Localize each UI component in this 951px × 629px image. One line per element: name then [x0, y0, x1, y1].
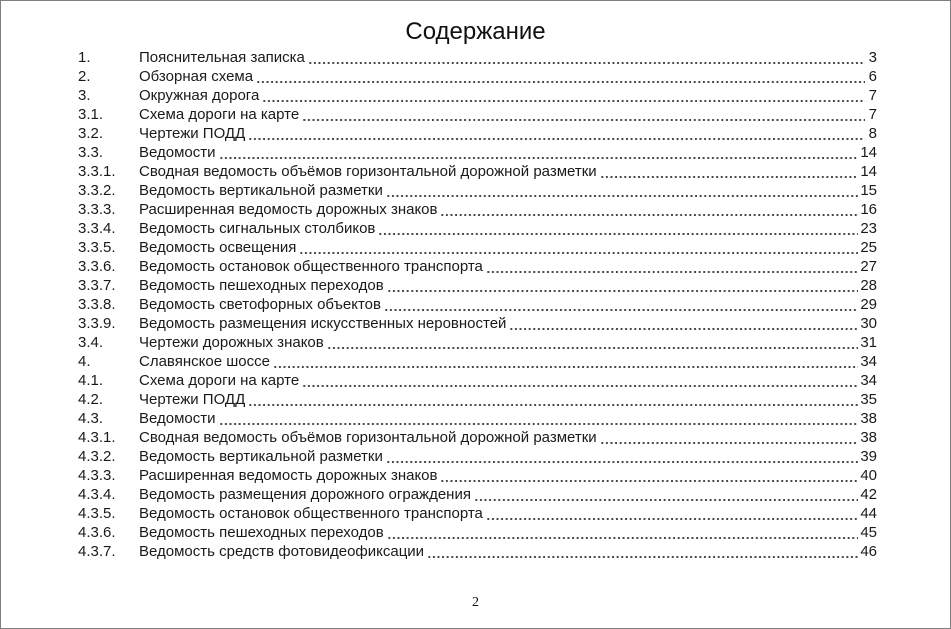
- toc-entry-title: Ведомость сигнальных столбиков: [139, 220, 376, 237]
- toc-entry-page: 25: [860, 239, 877, 256]
- toc-entry-number: 3.3.: [78, 144, 104, 161]
- dot-leader: [387, 276, 859, 295]
- toc-entry-title: Ведомости: [139, 144, 216, 161]
- toc-entry-number: 4.3.3.: [78, 467, 116, 484]
- toc-entry[interactable]: [78, 485, 877, 504]
- toc-entry[interactable]: [78, 238, 877, 257]
- toc-entry[interactable]: [78, 276, 877, 295]
- toc-entry[interactable]: [78, 314, 877, 333]
- toc-entry-title: Расширенная ведомость дорожных знаков: [139, 201, 438, 218]
- dot-leader: [327, 333, 859, 352]
- toc-entry-title: Пояснительная записка: [139, 49, 305, 66]
- toc-entry-number: 2.: [78, 68, 91, 85]
- dot-leader: [219, 409, 859, 428]
- toc-entry[interactable]: [78, 86, 877, 105]
- toc-entry-number: 3.3.1.: [78, 163, 116, 180]
- toc-entry[interactable]: [78, 162, 877, 181]
- toc-entry[interactable]: [78, 504, 877, 523]
- toc-entry[interactable]: [78, 48, 877, 67]
- toc-entry-number: 3.: [78, 87, 91, 104]
- toc-entry-number: 4.3.: [78, 410, 104, 427]
- toc-entry-page: 8: [868, 125, 877, 142]
- dot-leader: [509, 314, 858, 333]
- toc-entry-number: 3.3.8.: [78, 296, 116, 313]
- toc-entry[interactable]: [78, 542, 877, 561]
- toc-entry[interactable]: [78, 466, 877, 485]
- toc-entry-title: Ведомость светофорных объектов: [139, 296, 381, 313]
- toc-entry-title: Схема дороги на карте: [139, 372, 300, 389]
- toc-entry-page: 28: [860, 277, 877, 294]
- toc-entry-title: Ведомость пешеходных переходов: [139, 277, 384, 294]
- toc-entry-page: 14: [860, 163, 877, 180]
- toc-entry-number: 3.3.9.: [78, 315, 116, 332]
- toc-entry-number: 4.1.: [78, 372, 104, 389]
- toc-entry-page: 38: [860, 429, 877, 446]
- toc-entry-title: Ведомость размещения искусственных неровностей: [139, 315, 507, 332]
- toc-entry-page: 23: [860, 220, 877, 237]
- toc-entry-page: 7: [868, 106, 877, 123]
- toc-entry[interactable]: [78, 67, 877, 86]
- toc-entry-page: 16: [860, 201, 877, 218]
- toc-entry-title: Ведомость освещения: [139, 239, 297, 256]
- dot-leader: [302, 371, 858, 390]
- toc-entry[interactable]: [78, 390, 877, 409]
- toc-entry-page: 34: [860, 353, 877, 370]
- dot-leader: [474, 485, 858, 504]
- dot-leader: [440, 200, 858, 219]
- dot-leader: [486, 257, 858, 276]
- toc-entry-title: Окружная дорога: [139, 87, 260, 104]
- toc-entry[interactable]: [78, 295, 877, 314]
- toc-entry-title: Ведомость остановок общественного транспорта: [139, 505, 483, 522]
- dot-leader: [378, 219, 858, 238]
- toc-entry-page: 30: [860, 315, 877, 332]
- toc-entry-number: 4.3.1.: [78, 429, 116, 446]
- toc-entry-title: Обзорная схема: [139, 68, 254, 85]
- toc-entry[interactable]: [78, 447, 877, 466]
- toc-entry-page: 35: [860, 391, 877, 408]
- toc-entry-title: Ведомость вертикальной разметки: [139, 448, 383, 465]
- toc-entry[interactable]: [78, 181, 877, 200]
- toc-entry-number: 3.3.5.: [78, 239, 116, 256]
- toc-entry-title: Ведомость вертикальной разметки: [139, 182, 383, 199]
- toc-entry-number: 3.2.: [78, 125, 104, 142]
- toc-entry-page: 45: [860, 524, 877, 541]
- toc-entry-number: 4.2.: [78, 391, 104, 408]
- dot-leader: [387, 523, 859, 542]
- toc-entry-number: 3.3.2.: [78, 182, 116, 199]
- dot-leader: [248, 124, 865, 143]
- toc-entry-page: 6: [868, 68, 877, 85]
- toc-list: [78, 48, 877, 561]
- toc-entry-page: 46: [860, 543, 877, 560]
- toc-entry[interactable]: [78, 200, 877, 219]
- toc-entry-number: 3.3.7.: [78, 277, 116, 294]
- toc-entry-title: Схема дороги на карте: [139, 106, 300, 123]
- toc-entry-page: 40: [860, 467, 877, 484]
- toc-entry-title: Ведомость пешеходных переходов: [139, 524, 384, 541]
- dot-leader: [386, 447, 858, 466]
- toc-entry-number: 3.3.3.: [78, 201, 116, 218]
- footer-page-number: 2: [472, 595, 479, 610]
- toc-entry-page: 29: [860, 296, 877, 313]
- toc-entry[interactable]: [78, 352, 877, 371]
- toc-entry[interactable]: [78, 257, 877, 276]
- dot-leader: [302, 105, 865, 124]
- toc-entry-number: 3.3.4.: [78, 220, 116, 237]
- toc-entry-page: 34: [860, 372, 877, 389]
- dot-leader: [600, 428, 859, 447]
- toc-entry-title: Славянское шоссе: [139, 353, 270, 370]
- dot-leader: [440, 466, 858, 485]
- toc-entry-title: Сводная ведомость объёмов горизонтальной дорожной разметки: [139, 163, 597, 180]
- dot-leader: [308, 48, 865, 67]
- toc-entry-title: Чертежи дорожных знаков: [139, 334, 324, 351]
- toc-entry-number: 3.3.6.: [78, 258, 116, 275]
- toc-entry-number: 3.4.: [78, 334, 104, 351]
- dot-leader: [486, 504, 858, 523]
- toc-entry[interactable]: [78, 333, 877, 352]
- dot-leader: [219, 143, 859, 162]
- dot-leader: [248, 390, 858, 409]
- toc-entry-title: Расширенная ведомость дорожных знаков: [139, 467, 438, 484]
- toc-entry[interactable]: [78, 105, 877, 124]
- toc-entry-title: Ведомость остановок общественного транспорта: [139, 258, 483, 275]
- toc-entry-page: 31: [860, 334, 877, 351]
- dot-leader: [600, 162, 859, 181]
- toc-entry-number: 3.1.: [78, 106, 104, 123]
- dot-leader: [386, 181, 858, 200]
- toc-entry[interactable]: [78, 124, 877, 143]
- toc-entry-number: 4.3.5.: [78, 505, 116, 522]
- dot-leader: [299, 238, 858, 257]
- toc-entry-page: 14: [860, 144, 877, 161]
- toc-entry[interactable]: [78, 428, 877, 447]
- toc-entry-number: 1.: [78, 49, 91, 66]
- dot-leader: [384, 295, 858, 314]
- toc-entry-number: 4.: [78, 353, 91, 370]
- toc-entry-title: Ведомости: [139, 410, 216, 427]
- toc-entry-number: 4.3.2.: [78, 448, 116, 465]
- toc-entry-number: 4.3.6.: [78, 524, 116, 541]
- toc-entry-page: 38: [860, 410, 877, 427]
- toc-entry-page: 27: [860, 258, 877, 275]
- toc-entry-page: 3: [868, 49, 877, 66]
- toc-entry[interactable]: [78, 523, 877, 542]
- toc-entry-page: 15: [860, 182, 877, 199]
- dot-leader: [262, 86, 865, 105]
- toc-entry-title: Сводная ведомость объёмов горизонтальной дорожной разметки: [139, 429, 597, 446]
- toc-entry-number: 4.3.4.: [78, 486, 116, 503]
- dot-leader: [273, 352, 858, 371]
- toc-entry[interactable]: [78, 143, 877, 162]
- toc-entry[interactable]: [78, 219, 877, 238]
- toc-entry-page: 42: [860, 486, 877, 503]
- page-title: Содержание: [405, 18, 546, 45]
- toc-entry-page: 39: [860, 448, 877, 465]
- toc-entry-page: 44: [860, 505, 877, 522]
- dot-leader: [427, 542, 858, 561]
- toc-entry-title: Чертежи ПОДД: [139, 391, 246, 408]
- toc-entry-number: 4.3.7.: [78, 543, 116, 560]
- toc-entry-title: Ведомость размещения дорожного ограждения: [139, 486, 471, 503]
- toc-entry-title: Чертежи ПОДД: [139, 125, 246, 142]
- toc-entry-page: 7: [868, 87, 877, 104]
- toc-entry[interactable]: [78, 371, 877, 390]
- toc-entry-title: Ведомость средств фотовидеофиксации: [139, 543, 425, 560]
- toc-entry[interactable]: [78, 409, 877, 428]
- dot-leader: [256, 67, 865, 86]
